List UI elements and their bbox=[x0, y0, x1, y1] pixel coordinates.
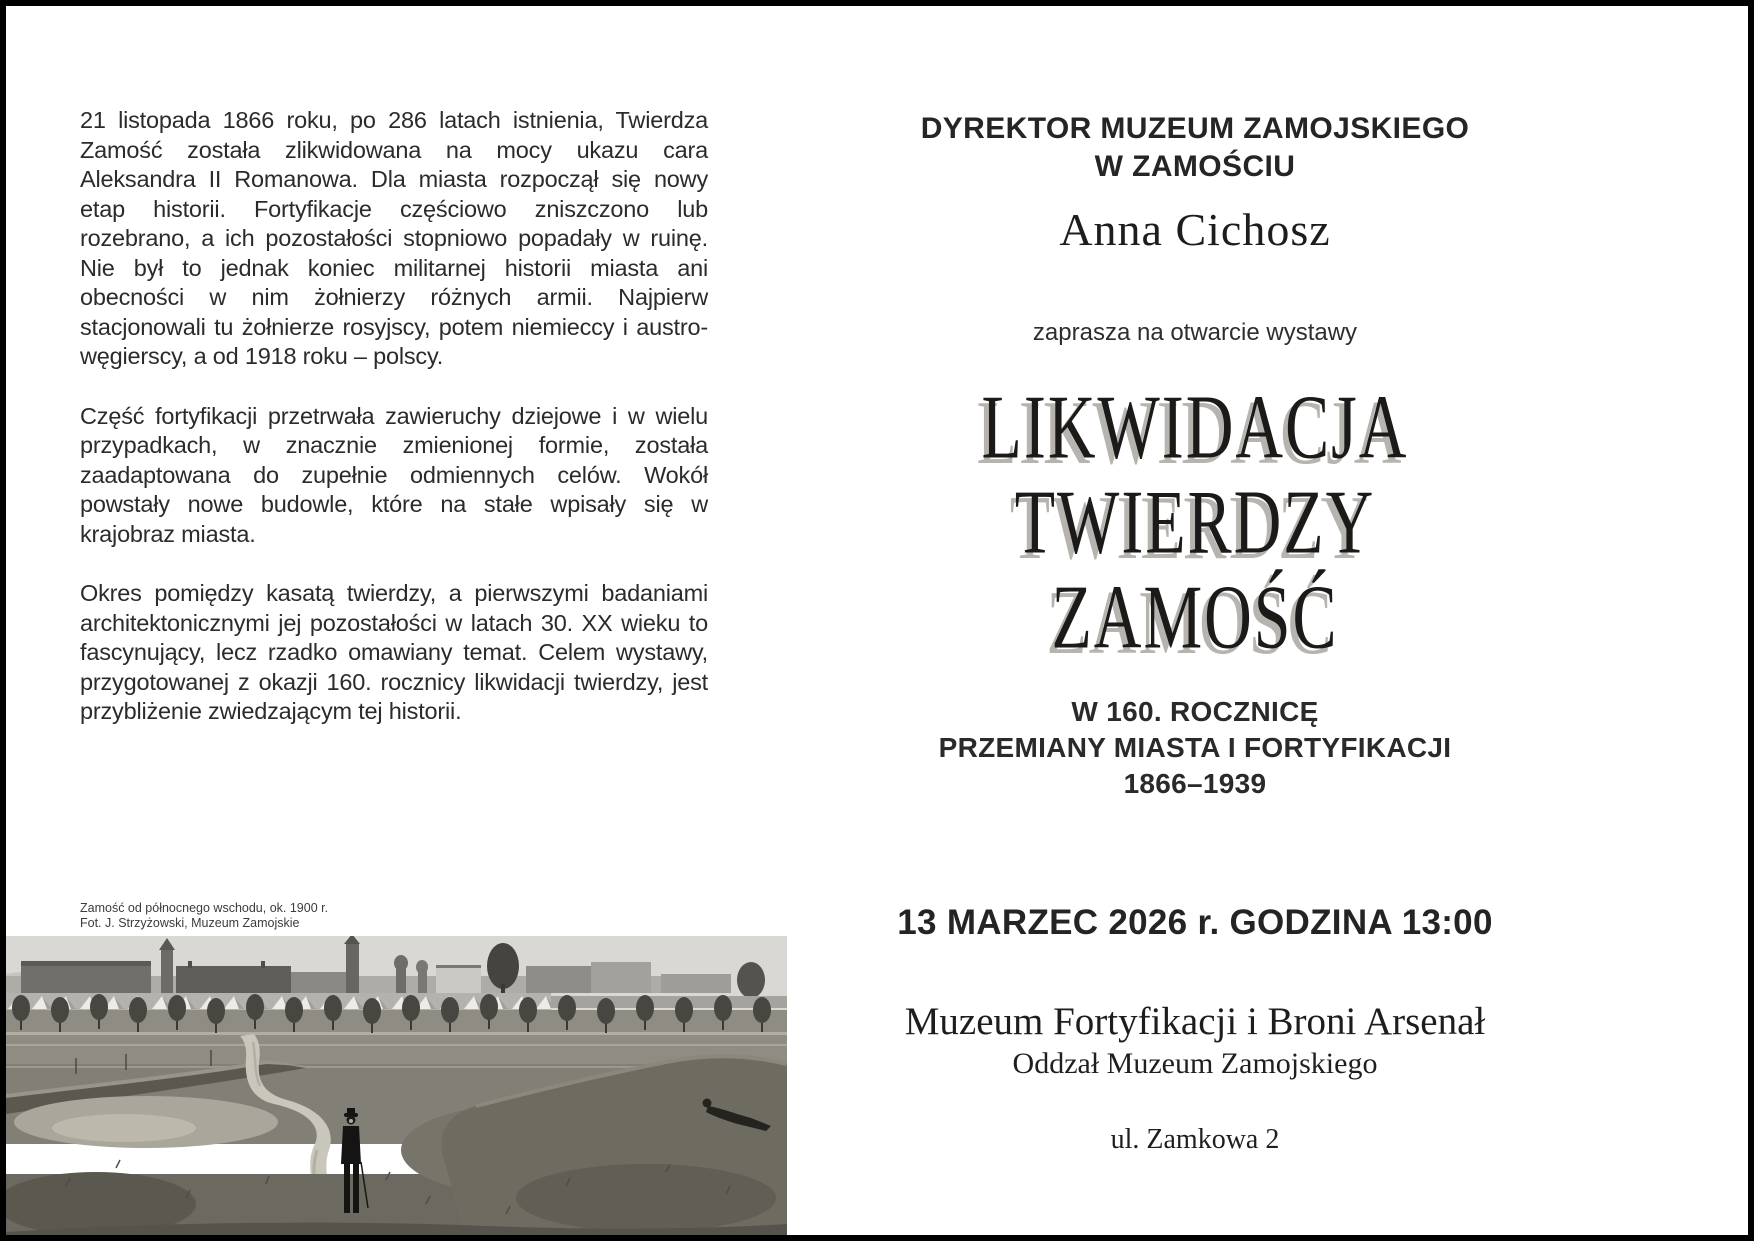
exhibition-subtitle bbox=[845, 694, 1545, 802]
paragraph-history: 21 listopada 1866 roku, po 286 latach istnienia, Twierdza Zamość została zlikwidowana na mocy ukazu cara Aleksandra II Romanowa. Dla miasta rozpoczął się nowy etap historii. Fortyfikacje częściowo zniszczono lub rozebrano, a ich pozostałości stopniowo popadały w ruinę. Nie był to jednak koniec militarnej historii miasta ani obecności w nim żołnierzy różnych armii. Najpierw stacjonowali tu żołnierze rosyjscy, potem niemieccy i austro-węgierscy, a od 1918 roku – polscy. bbox=[80, 107, 708, 369]
photo-caption-line2: Fot. J. Strzyżowski, Muzeum Zamojskie bbox=[80, 915, 300, 930]
venue-name: Muzeum Fortyfikacji i Broni Arsenał bbox=[904, 1000, 1486, 1043]
exhibition-title-line3: ZAMOŚĆ bbox=[1051, 567, 1339, 669]
paragraph-exhibition-aim: Okres pomiędzy kasatą twierdzy, a pierwszymi badaniami architektonicznymi jej pozostałości w latach 30. XX wieku to fascynujący, lecz rzadko omawiany temat. Celem wystawy, przygotowanej z okazji 160. rocznicy likwidacji twierdzy, jest przybliżenie zwiedzającym tej historii. bbox=[80, 580, 708, 724]
invitation-line: zaprasza na otwarcie wystawy bbox=[1032, 319, 1358, 346]
photo-caption-line1: Zamość od północnego wschodu, ok. 1900 r. bbox=[80, 901, 329, 915]
venue-address: ul. Zamkowa 2 bbox=[1110, 1124, 1280, 1155]
organizer-line2: W ZAMOŚCIU bbox=[1094, 150, 1296, 183]
exhibition-title-line2: TWIERDZY bbox=[1014, 472, 1376, 574]
historic-photo-zamosc-panorama bbox=[6, 936, 787, 1235]
exhibition-title bbox=[845, 377, 1545, 669]
venue-branch: Oddzał Muzeum Zamojskiego bbox=[1012, 1047, 1378, 1080]
director-name: Anna Cichosz bbox=[1059, 204, 1331, 255]
intro-text-block bbox=[80, 106, 708, 757]
paragraph-fortifications: Część fortyfikacji przetrwała zawieruchy dziejowe i w wielu przypadkach, w znacznie zmienionej formie, została zaadaptowana do zupełnie odmiennych celów. Wokół powstały nowe budowle, które na stałe wpisały się w krajobraz miasta. bbox=[80, 402, 708, 547]
organizer-line1: DYREKTOR MUZEUM ZAMOJSKIEGO bbox=[920, 112, 1470, 145]
organizer-heading bbox=[845, 110, 1545, 186]
photo-caption bbox=[80, 901, 500, 930]
exhibition-subtitle-line2: PRZEMIANY MIASTA I FORTYFIKACJI bbox=[938, 732, 1452, 763]
event-datetime: 13 MARZEC 2026 r. GODZINA 13:00 bbox=[897, 903, 1493, 942]
exhibition-subtitle-line1: W 160. ROCZNICĘ bbox=[1071, 696, 1319, 727]
exhibition-title-line1: LIKWIDACJA bbox=[981, 377, 1409, 478]
exhibition-subtitle-line3: 1866–1939 bbox=[1123, 768, 1267, 799]
